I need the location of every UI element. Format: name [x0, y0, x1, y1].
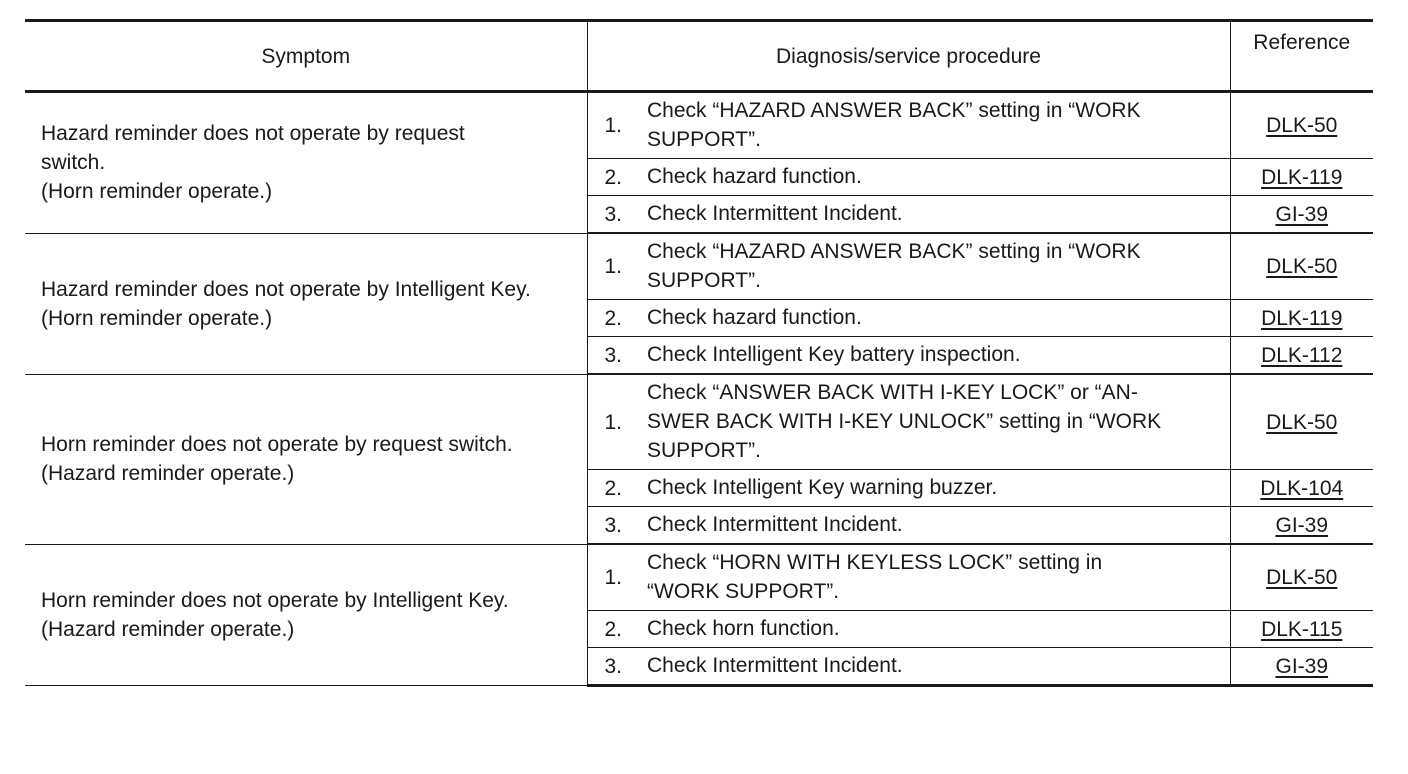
- procedure-step: [635, 196, 1230, 234]
- symptom-cell: [25, 233, 587, 374]
- procedure-text: “WORK SUPPORT”.: [647, 580, 840, 603]
- step-number: 2.: [587, 470, 635, 507]
- procedure-step: [635, 648, 1230, 686]
- procedure-step: [635, 92, 1230, 159]
- symptom-text: (Horn reminder operate.): [41, 180, 273, 204]
- procedure-text: Check hazard function.: [647, 306, 862, 329]
- procedure-text: SUPPORT”.: [647, 269, 761, 292]
- symptom-text: (Hazard reminder operate.): [41, 462, 295, 485]
- reference-cell: [1230, 611, 1373, 648]
- procedure-text: Check Intermittent Incident.: [647, 654, 903, 677]
- reference-cell: [1230, 648, 1373, 686]
- procedure-text: Check “ANSWER BACK WITH I-KEY LOCK” or “AN-: [647, 381, 1138, 404]
- step-number: 1.: [587, 233, 635, 300]
- table-row: [25, 374, 1373, 470]
- reference-cell: [1230, 544, 1373, 611]
- procedure-text: Check “HAZARD ANSWER BACK” setting in “WORK: [647, 240, 1141, 263]
- reference-cell: [1230, 233, 1373, 300]
- symptom-text: Hazard reminder does not operate by Intelligent Key.: [41, 277, 531, 301]
- procedure-text: Check Intelligent Key warning buzzer.: [647, 476, 998, 499]
- symptom-cell: [25, 544, 587, 686]
- step-number: 2.: [587, 611, 635, 648]
- reference-link[interactable]: DLK-104: [1260, 476, 1344, 500]
- reference-link[interactable]: GI-39: [1275, 513, 1329, 537]
- step-number: 1.: [587, 92, 635, 159]
- procedure-step: [635, 470, 1230, 507]
- symptom-text: Horn reminder does not operate by Intelligent Key.: [41, 588, 509, 612]
- procedure-step: [635, 507, 1230, 545]
- reference-cell: [1230, 507, 1373, 545]
- symptom-text: Horn reminder does not operate by request switch.: [41, 433, 513, 456]
- reference-link[interactable]: GI-39: [1275, 202, 1329, 226]
- procedure-text: Check “HORN WITH KEYLESS LOCK” setting in: [647, 551, 1103, 574]
- reference-cell: [1230, 159, 1373, 196]
- reference-cell: [1230, 337, 1373, 375]
- procedure-text: Check Intermittent Incident.: [647, 202, 903, 225]
- reference-link[interactable]: DLK-50: [1266, 255, 1338, 278]
- symptom-text: (Horn reminder operate.): [41, 306, 273, 330]
- table-row: [25, 92, 1373, 159]
- reference-cell: [1230, 300, 1373, 337]
- header-procedure: Diagnosis/service procedure: [587, 21, 1230, 92]
- table-header: [25, 21, 1373, 92]
- table-row: [25, 544, 1373, 611]
- step-number: 3.: [587, 648, 635, 686]
- diagnosis-table: [25, 19, 1373, 687]
- procedure-step: [635, 233, 1230, 300]
- procedure-text: Check “HAZARD ANSWER BACK” setting in “WORK: [647, 99, 1141, 122]
- reference-link[interactable]: DLK-50: [1266, 114, 1338, 137]
- reference-cell: [1230, 196, 1373, 234]
- reference-link[interactable]: DLK-112: [1261, 343, 1343, 367]
- procedure-step: [635, 374, 1230, 470]
- reference-link[interactable]: GI-39: [1275, 654, 1329, 678]
- reference-cell: [1230, 470, 1373, 507]
- procedure-text: Check Intelligent Key battery inspection.: [647, 343, 1021, 366]
- header-reference: Reference: [1230, 21, 1373, 92]
- step-number: 3.: [587, 337, 635, 375]
- symptom-cell: [25, 374, 587, 544]
- table-body: [25, 92, 1373, 686]
- reference-cell: [1230, 374, 1373, 470]
- step-number: 2.: [587, 300, 635, 337]
- procedure-text: SUPPORT”.: [647, 439, 761, 462]
- reference-link[interactable]: DLK-119: [1261, 306, 1343, 330]
- step-number: 1.: [587, 374, 635, 470]
- procedure-step: [635, 544, 1230, 611]
- reference-link[interactable]: DLK-119: [1261, 165, 1343, 189]
- step-number: 3.: [587, 507, 635, 545]
- table-row: [25, 233, 1373, 300]
- symptom-text: (Hazard reminder operate.): [41, 617, 295, 641]
- reference-link[interactable]: DLK-50: [1266, 566, 1338, 589]
- reference-link[interactable]: DLK-50: [1266, 410, 1338, 434]
- symptom-text: Hazard reminder does not operate by request: [41, 122, 465, 146]
- procedure-text: SUPPORT”.: [647, 128, 761, 151]
- procedure-text: Check Intermittent Incident.: [647, 513, 903, 536]
- procedure-text: Check hazard function.: [647, 165, 862, 188]
- symptom-text: switch.: [41, 151, 106, 175]
- procedure-step: [635, 337, 1230, 375]
- step-number: 3.: [587, 196, 635, 234]
- procedure-step: [635, 611, 1230, 648]
- procedure-step: [635, 159, 1230, 196]
- step-number: 2.: [587, 159, 635, 196]
- header-symptom: Symptom: [25, 21, 587, 92]
- procedure-text: SWER BACK WITH I-KEY UNLOCK” setting in “WORK: [647, 410, 1162, 433]
- symptom-cell: [25, 92, 587, 234]
- reference-cell: [1230, 92, 1373, 159]
- step-number: 1.: [587, 544, 635, 611]
- procedure-text: Check horn function.: [647, 617, 840, 640]
- reference-link[interactable]: DLK-115: [1261, 617, 1343, 641]
- procedure-step: [635, 300, 1230, 337]
